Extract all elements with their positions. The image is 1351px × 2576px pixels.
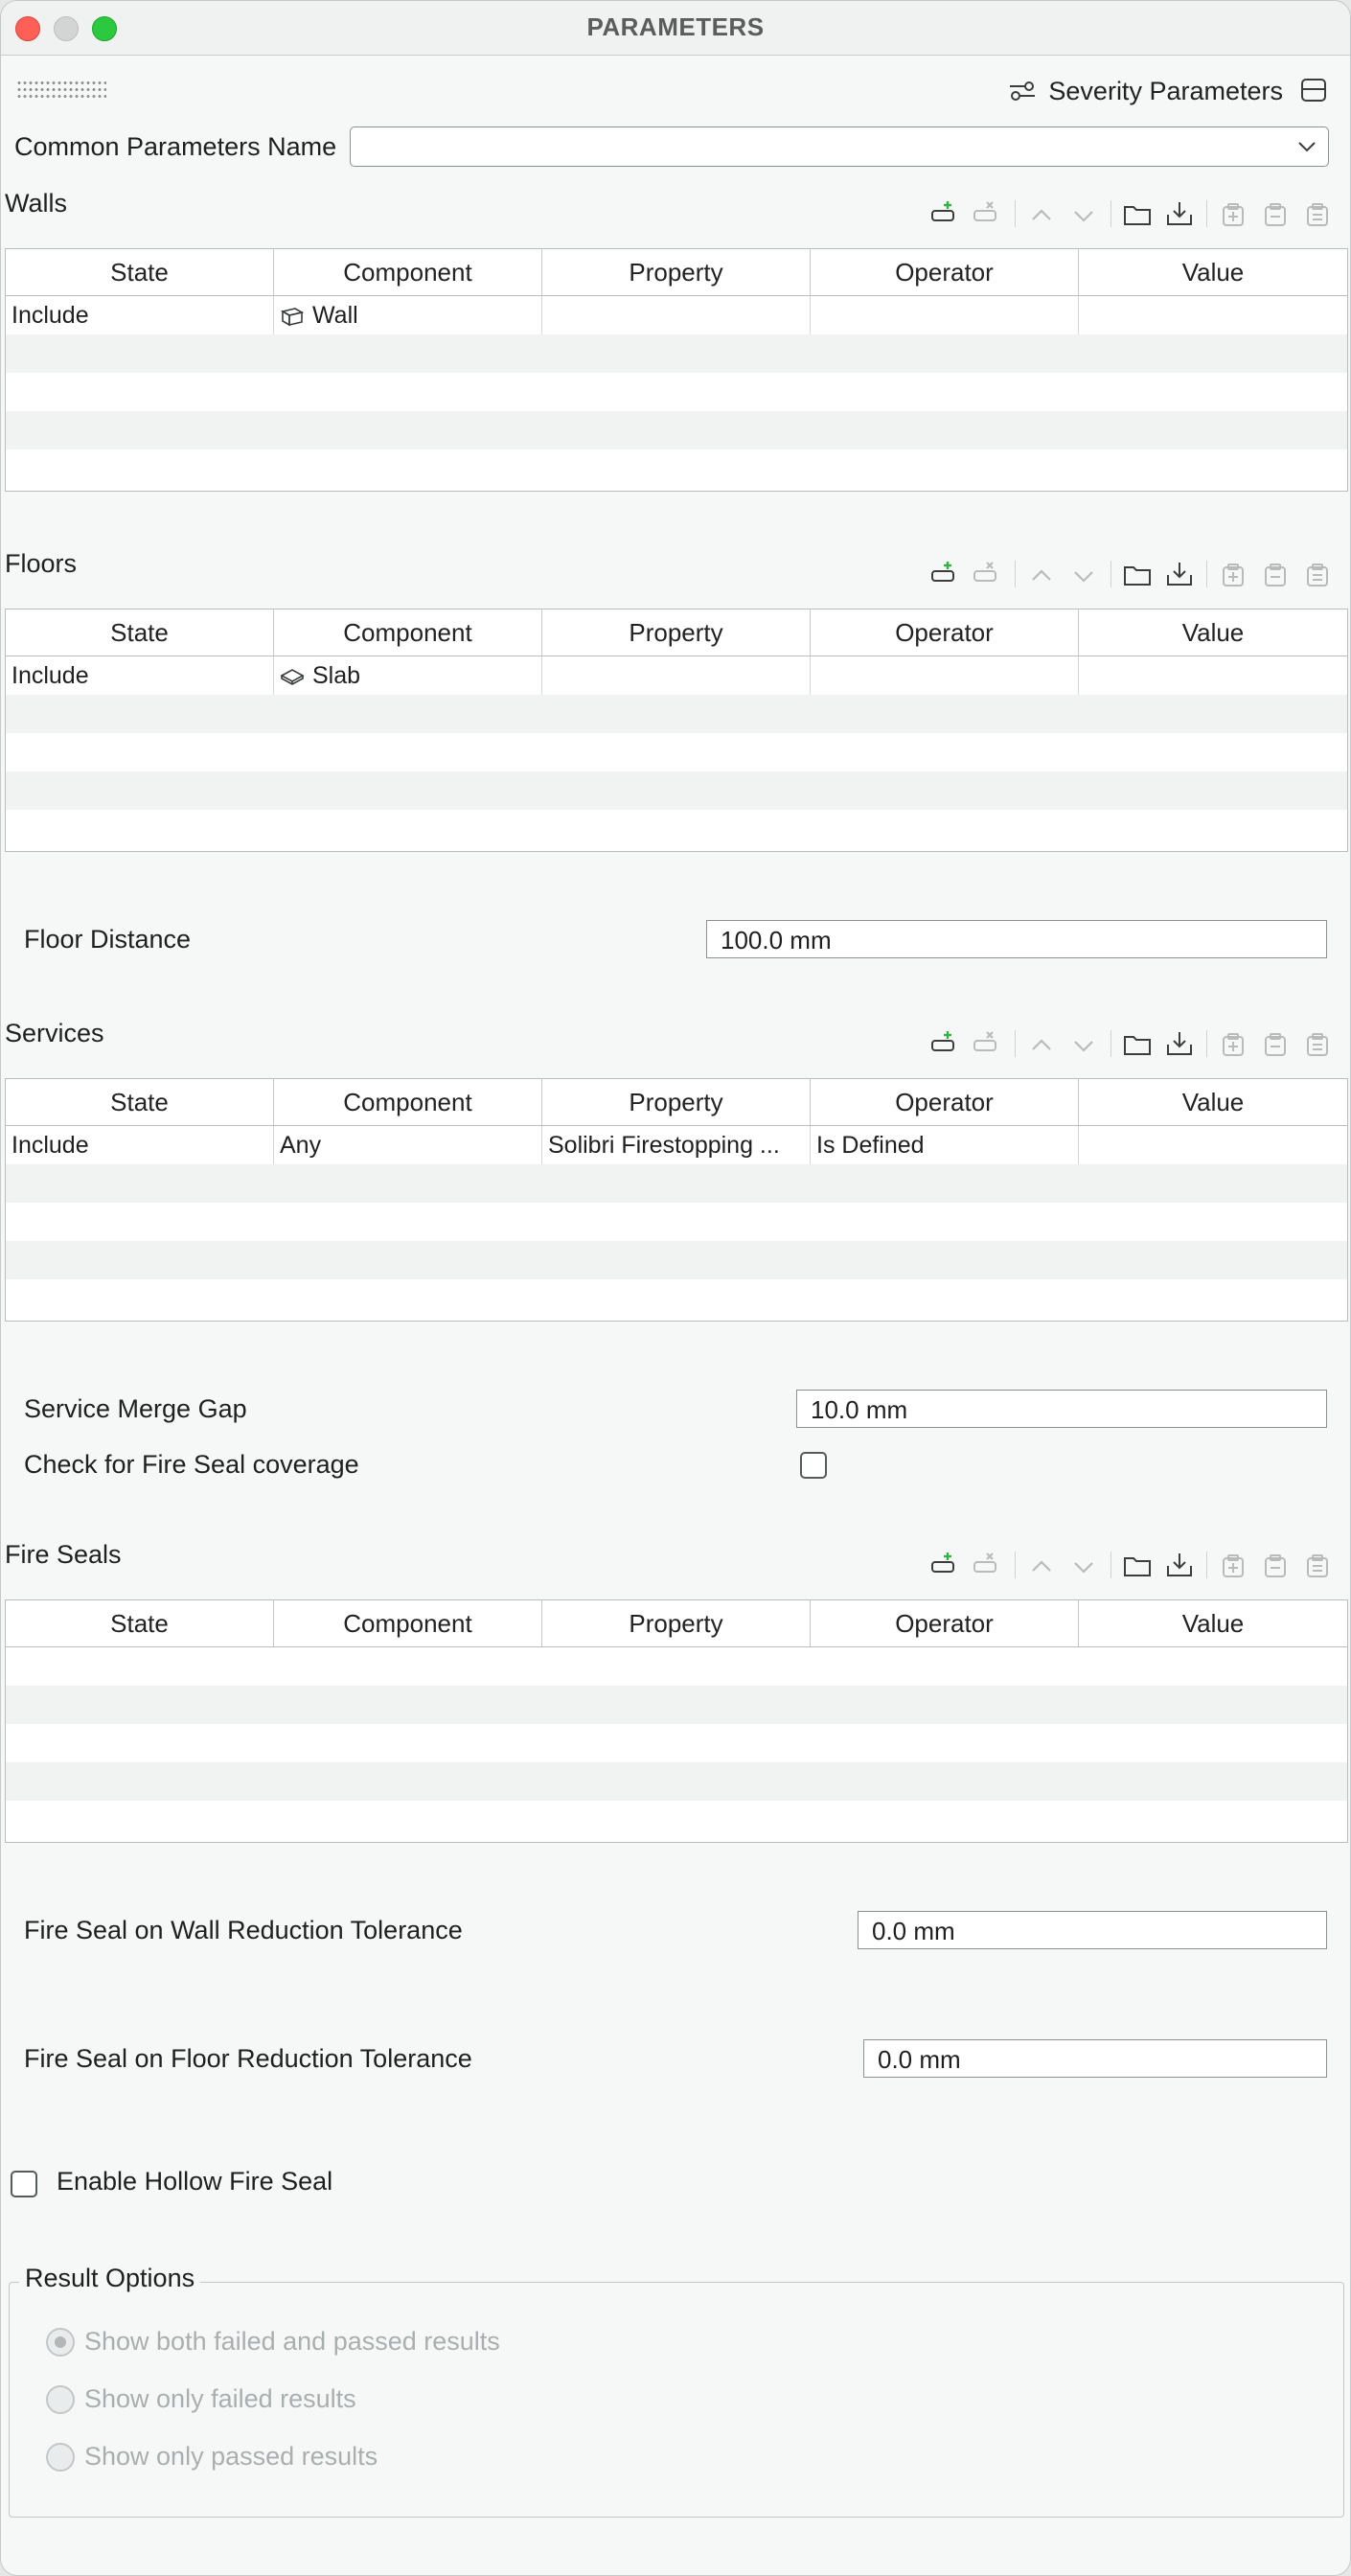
table-row-empty [6,1686,1347,1724]
fire-seals-title: Fire Seals [5,1540,122,1569]
move-up-icon[interactable] [1024,555,1059,593]
common-parameters-label: Common Parameters Name [14,132,337,161]
cell-state[interactable]: Include [6,1126,274,1164]
column-header-operator[interactable]: Operator [811,249,1079,295]
toolbar-separator [1206,200,1207,227]
toolbar-separator [1015,1030,1016,1057]
remove-row-icon[interactable] [969,195,1003,233]
toolbar-separator [1015,561,1016,587]
cell-component-text: Slab [312,662,361,689]
table-row-empty [6,771,1347,810]
services-table-header [6,1079,1347,1126]
services-table [5,1078,1348,1322]
clipboard-list-icon[interactable] [1300,1546,1335,1584]
table-row-empty [6,334,1347,373]
column-header-state[interactable]: State [6,1600,274,1646]
move-up-icon[interactable] [1024,1024,1059,1063]
move-up-icon[interactable] [1024,1546,1059,1584]
import-icon[interactable] [1162,1024,1197,1063]
clipboard-add-icon[interactable] [1216,1546,1250,1584]
severity-parameters-label: Severity Parameters [1048,76,1283,105]
open-folder-icon[interactable] [1120,1024,1155,1063]
sliders-icon [1008,80,1037,103]
import-icon[interactable] [1162,195,1197,233]
cell-property[interactable]: Solibri Firestopping ... [542,1126,811,1164]
radio-button[interactable] [46,2328,75,2357]
open-folder-icon[interactable] [1120,555,1155,593]
move-down-icon[interactable] [1066,195,1101,233]
column-header-state[interactable]: State [6,1079,274,1125]
cell-state[interactable]: Include [6,656,274,695]
table-row-empty [6,1241,1347,1279]
open-folder-icon[interactable] [1120,195,1155,233]
radio-option-both[interactable] [46,2327,500,2357]
add-row-icon[interactable] [927,555,961,593]
floors-table [5,609,1348,852]
table-row-empty [6,1203,1347,1241]
cell-value[interactable] [1079,296,1347,334]
wall-tolerance-input[interactable]: 0.0 mm [858,1911,1327,1949]
cell-property[interactable] [542,296,811,334]
fire-seals-toolbar [927,1546,1348,1584]
toolbar-separator [1015,1552,1016,1578]
clipboard-remove-icon[interactable] [1258,1024,1293,1063]
column-header-property[interactable]: Property [542,610,811,656]
column-header-state[interactable]: State [6,610,274,656]
column-header-component[interactable]: Component [274,1079,542,1125]
radio-button[interactable] [46,2443,75,2472]
clipboard-add-icon[interactable] [1216,555,1250,593]
table-row[interactable] [6,296,1347,334]
cell-state[interactable]: Include [6,296,274,334]
title-bar [1,1,1350,56]
hollow-fire-seal-label: Enable Hollow Fire Seal [57,2167,333,2196]
check-fire-seal-label: Check for Fire Seal coverage [24,1450,359,1479]
cell-component[interactable]: Any [274,1126,542,1164]
toolbar-separator [1206,1030,1207,1057]
common-parameters-select[interactable] [350,126,1329,167]
cell-operator[interactable] [811,296,1079,334]
table-row-empty [6,695,1347,733]
remove-row-icon[interactable] [969,1546,1003,1584]
table-row-empty [6,1647,1347,1686]
services-title: Services [5,1019,104,1047]
toolbar-separator [1206,561,1207,587]
table-row-empty [6,733,1347,771]
column-header-value[interactable]: Value [1181,258,1245,287]
column-header-value[interactable]: Value [1181,618,1245,647]
add-row-icon[interactable] [927,195,961,233]
radio-option-failed[interactable] [46,2384,356,2414]
panel-layout-icon[interactable] [1300,77,1327,104]
clipboard-add-icon[interactable] [1216,195,1250,233]
column-header-value[interactable]: Value [1181,1609,1245,1638]
cell-component[interactable] [274,656,542,695]
cell-component[interactable] [274,296,542,334]
cell-operator[interactable]: Is Defined [811,1126,1079,1164]
table-row-empty [6,1164,1347,1203]
chevron-down-icon [1295,135,1318,158]
cell-value[interactable] [1079,1126,1347,1164]
fire-seals-table [5,1599,1348,1843]
clipboard-list-icon[interactable] [1300,195,1335,233]
fire-seals-table-header [6,1600,1347,1647]
floor-tolerance-label: Fire Seal on Floor Reduction Tolerance [24,2044,472,2073]
move-down-icon[interactable] [1066,1546,1101,1584]
remove-row-icon[interactable] [969,555,1003,593]
radio-option-passed[interactable] [46,2442,378,2472]
service-merge-gap-label: Service Merge Gap [24,1394,247,1423]
column-header-property[interactable]: Property [542,249,811,295]
clipboard-remove-icon[interactable] [1258,1546,1293,1584]
add-row-icon[interactable] [927,1546,961,1584]
walls-table-header [6,249,1347,296]
hollow-fire-seal-checkbox[interactable] [11,2171,37,2197]
radio-label: Show both failed and passed results [84,2327,500,2356]
column-header-state[interactable]: State [6,249,274,295]
move-up-icon[interactable] [1024,195,1059,233]
radio-button[interactable] [46,2385,75,2414]
radio-label: Show only failed results [84,2384,356,2413]
slab-icon [280,666,305,687]
services-toolbar [927,1024,1348,1063]
floors-table-header [6,610,1347,656]
column-header-component[interactable]: Component [274,610,542,656]
column-header-component[interactable]: Component [274,1600,542,1646]
result-options-title: Result Options [19,2264,200,2293]
window-title: PARAMETERS [586,12,765,41]
walls-toolbar [927,195,1348,233]
table-row-empty [6,1724,1347,1762]
table-row[interactable] [6,656,1347,695]
service-merge-gap-input[interactable]: 10.0 mm [796,1390,1327,1428]
floors-toolbar [927,555,1348,593]
floors-title: Floors [5,549,78,578]
move-down-icon[interactable] [1066,1024,1101,1063]
toolbar-separator [1206,1552,1207,1578]
wall-tolerance-label: Fire Seal on Wall Reduction Tolerance [24,1916,463,1944]
floor-distance-label: Floor Distance [24,925,192,954]
cell-property[interactable] [542,656,811,695]
column-header-property[interactable]: Property [542,1600,811,1646]
import-icon[interactable] [1162,555,1197,593]
column-header-operator[interactable]: Operator [811,610,1079,656]
column-header-component[interactable]: Component [274,249,542,295]
clipboard-remove-icon[interactable] [1258,555,1293,593]
table-row-empty [6,373,1347,411]
table-row[interactable] [6,1126,1347,1164]
column-header-value[interactable]: Value [1181,1088,1245,1116]
cell-operator[interactable] [811,656,1079,695]
column-header-operator[interactable]: Operator [811,1600,1079,1646]
table-row-empty [6,411,1347,449]
walls-title: Walls [5,189,67,218]
check-fire-seal-checkbox[interactable] [800,1452,827,1479]
severity-parameters-button[interactable] [1008,74,1283,108]
result-options-group [9,2264,1344,2518]
floor-distance-input[interactable]: 100.0 mm [706,920,1327,958]
clipboard-remove-icon[interactable] [1258,195,1293,233]
drag-grip-icon[interactable] [16,80,106,99]
column-header-operator[interactable]: Operator [811,1079,1079,1125]
wall-icon [280,306,305,327]
cell-value[interactable] [1079,656,1347,695]
cell-component-text: Wall [312,302,358,329]
remove-row-icon[interactable] [969,1024,1003,1063]
radio-label: Show only passed results [84,2442,378,2471]
clipboard-add-icon[interactable] [1216,1024,1250,1063]
import-icon[interactable] [1162,1546,1197,1584]
move-down-icon[interactable] [1066,555,1101,593]
column-header-property[interactable]: Property [542,1079,811,1125]
clipboard-list-icon[interactable] [1300,1024,1335,1063]
open-folder-icon[interactable] [1120,1546,1155,1584]
table-row-empty [6,1762,1347,1801]
floor-tolerance-input[interactable]: 0.0 mm [863,2039,1327,2078]
walls-table [5,248,1348,492]
toolbar-separator [1015,200,1016,227]
add-row-icon[interactable] [927,1024,961,1063]
clipboard-list-icon[interactable] [1300,555,1335,593]
